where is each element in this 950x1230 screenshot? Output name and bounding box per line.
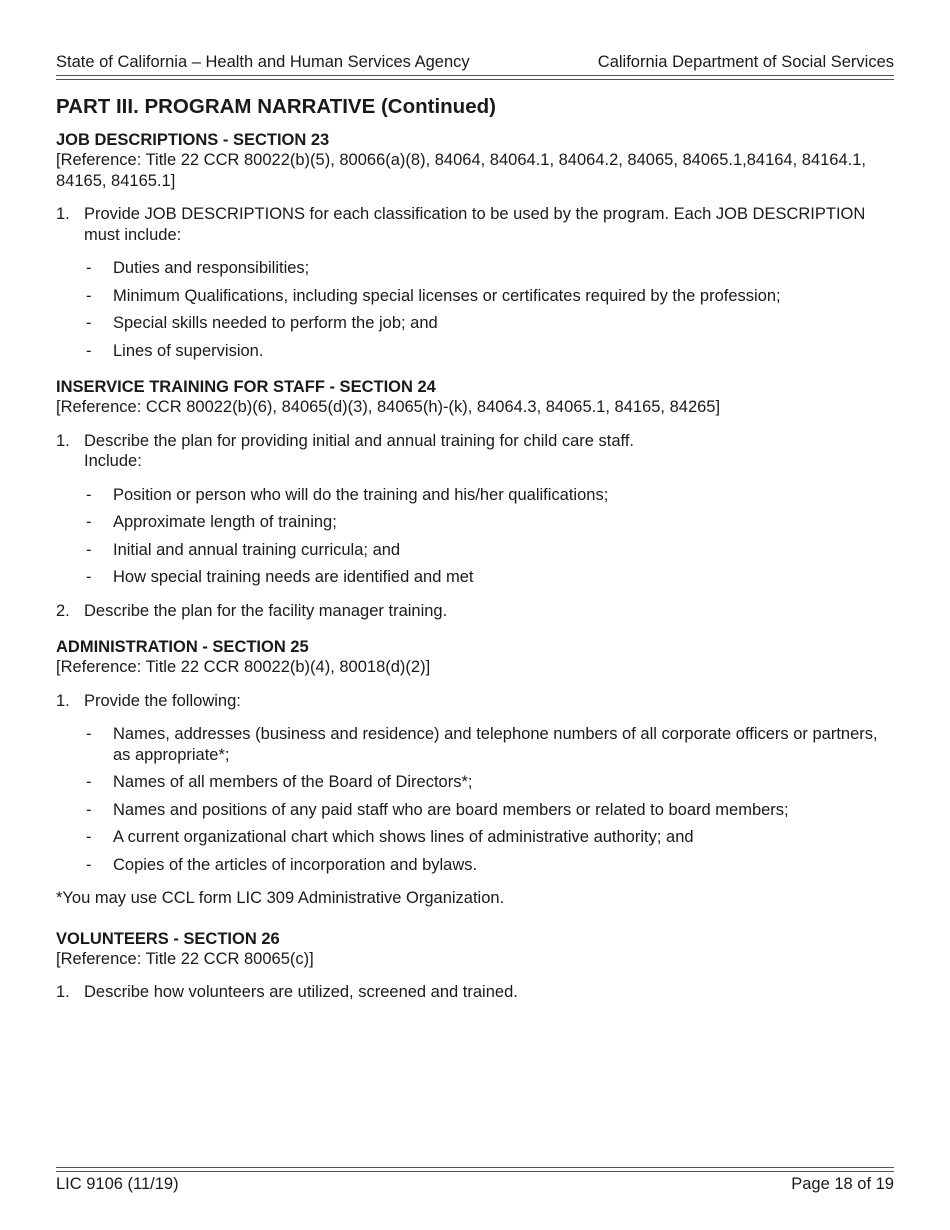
item-number: 1. xyxy=(56,983,70,1001)
page-title: PART III. PROGRAM NARRATIVE (Continued) xyxy=(56,95,496,118)
footer-rule xyxy=(56,1167,894,1168)
list-item xyxy=(56,258,894,279)
list-item-text: Initial and annual training curricula; and xyxy=(113,540,401,559)
list-item xyxy=(56,540,894,561)
list-item-text: Lines of supervision. xyxy=(113,341,264,360)
section-title: INSERVICE TRAINING FOR STAFF - SECTION 24 xyxy=(56,378,436,396)
dash-marker: - xyxy=(86,725,92,743)
section-24 xyxy=(56,377,894,621)
section-title: JOB DESCRIPTIONS - SECTION 23 xyxy=(56,131,330,149)
item-text: Describe the plan for the facility manager training. xyxy=(84,601,448,620)
item-text: Describe how volunteers are utilized, screened and trained. xyxy=(84,983,518,1001)
dash-marker: - xyxy=(86,855,92,874)
list-item-text: A current organizational chart which shows lines of administrative authority; and xyxy=(113,828,694,846)
item-number: 1. xyxy=(56,691,70,710)
list-item xyxy=(56,512,894,533)
list-item xyxy=(56,855,894,876)
list-item-text: Copies of the articles of incorporation and bylaws. xyxy=(113,855,478,874)
dash-marker: - xyxy=(86,800,92,819)
footer-rule-secondary xyxy=(56,1171,894,1172)
department-name: California Department of Social Services xyxy=(597,53,894,71)
dash-marker: - xyxy=(86,568,92,586)
list-item-text: Approximate length of training; xyxy=(113,513,337,531)
section-reference: [Reference: CCR 80022(b)(6), 84065(d)(3), 84065(h)-(k), 84064.3, 84065.1, 84165, 84265] xyxy=(56,398,721,416)
section-23 xyxy=(56,130,894,361)
numbered-item xyxy=(56,691,894,712)
bullet-list xyxy=(56,724,894,875)
numbered-item xyxy=(56,204,894,245)
dash-marker: - xyxy=(86,341,92,360)
bullet-list xyxy=(56,485,894,588)
section-reference: [Reference: Title 22 CCR 80022(b)(4), 80018(d)(2)] xyxy=(56,658,431,676)
list-item xyxy=(56,313,894,334)
dash-marker: - xyxy=(86,773,92,791)
footnote: *You may use CCL form LIC 309 Administrative Organization. xyxy=(56,889,505,907)
item-number: 1. xyxy=(56,205,70,223)
section-26 xyxy=(56,929,894,1003)
section-reference: [Reference: Title 22 CCR 80022(b)(5), 80066(a)(8), 84064, 84064.1, 84064.2, 84065, 84065.1,84164, 84164.1, 84165, 84165.1] xyxy=(56,151,866,190)
list-item-text: Duties and responsibilities; xyxy=(113,259,310,277)
dash-marker: - xyxy=(86,828,92,846)
header-rule xyxy=(56,75,894,76)
list-item-text: Names and positions of any paid staff who are board members or related to board members; xyxy=(113,800,789,819)
section-25 xyxy=(56,637,894,909)
list-item-text: Position or person who will do the training and his/her qualifications; xyxy=(113,485,609,504)
dash-marker: - xyxy=(86,485,92,504)
list-item xyxy=(56,800,894,821)
numbered-item xyxy=(56,982,894,1003)
section-title: VOLUNTEERS - SECTION 26 xyxy=(56,929,280,948)
list-item-text: Names of all members of the Board of Directors*; xyxy=(113,773,473,791)
document-body xyxy=(56,94,894,1019)
list-item xyxy=(56,827,894,848)
page-header xyxy=(56,52,894,72)
bullet-list xyxy=(56,258,894,361)
list-item-text: How special training needs are identified and met xyxy=(113,568,474,586)
list-item xyxy=(56,485,894,506)
numbered-item xyxy=(56,601,894,622)
item-number: 1. xyxy=(56,431,70,450)
list-item xyxy=(56,341,894,362)
dash-marker: - xyxy=(86,314,92,332)
list-item-text: Minimum Qualifications, including special licenses or certificates required by the profession; xyxy=(113,286,781,305)
section-title: ADMINISTRATION - SECTION 25 xyxy=(56,638,309,656)
header-rule-secondary xyxy=(56,79,894,80)
list-item xyxy=(56,772,894,793)
dash-marker: - xyxy=(86,513,92,531)
list-item-text: Special skills needed to perform the job; and xyxy=(113,314,438,332)
item-text: Provide the following: xyxy=(84,691,241,710)
item-text xyxy=(84,431,894,472)
numbered-item xyxy=(56,431,894,472)
dash-marker: - xyxy=(86,259,92,277)
item-number: 2. xyxy=(56,601,70,620)
item-text-line: Include: xyxy=(84,452,142,470)
item-text-line: Describe the plan for providing initial and annual training for child care staff. xyxy=(84,431,635,450)
page-number: Page 18 of 19 xyxy=(791,1175,894,1193)
item-text: Provide JOB DESCRIPTIONS for each classification to be used by the program. Each JOB DESCRIPTION must include: xyxy=(84,205,866,244)
form-id: LIC 9106 (11/19) xyxy=(56,1175,179,1193)
list-item-text: Names, addresses (business and residence) and telephone numbers of all corporate officers or partners, as appropriate*; xyxy=(113,725,878,764)
agency-name: State of California – Health and Human Services Agency xyxy=(56,53,470,71)
list-item xyxy=(56,286,894,307)
list-item xyxy=(56,724,894,765)
section-reference: [Reference: Title 22 CCR 80065(c)] xyxy=(56,949,314,968)
dash-marker: - xyxy=(86,540,92,559)
dash-marker: - xyxy=(86,286,92,305)
page-footer xyxy=(56,1174,894,1194)
list-item xyxy=(56,567,894,588)
